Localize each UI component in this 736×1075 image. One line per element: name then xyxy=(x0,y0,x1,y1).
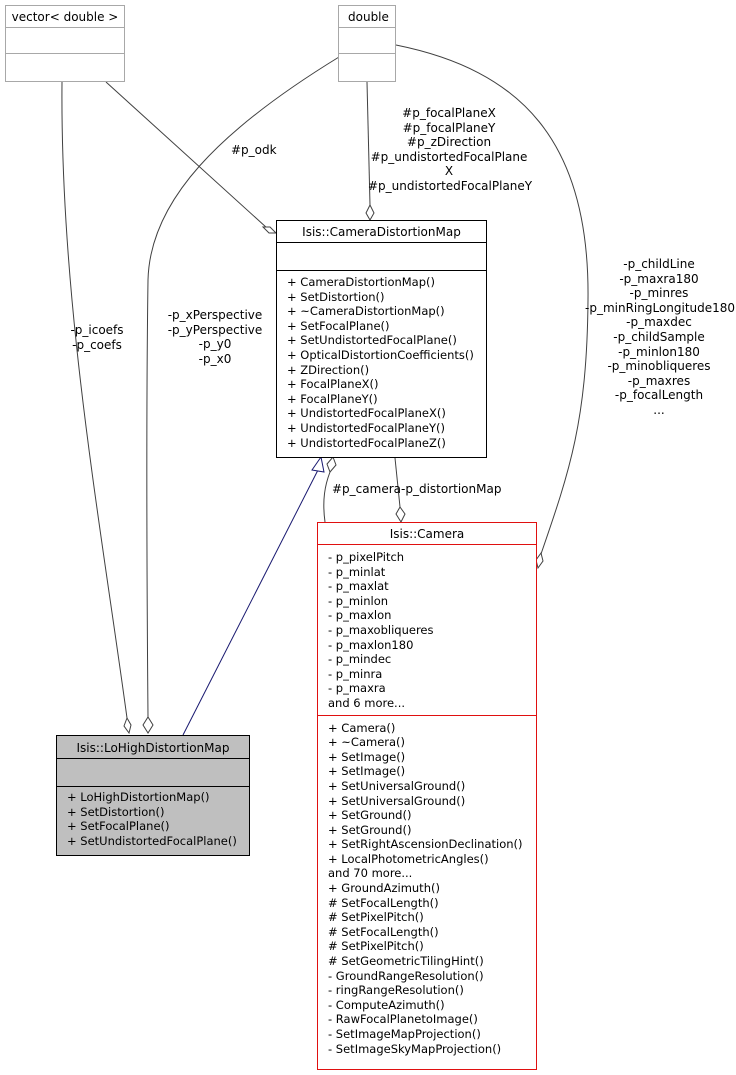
edge-label-line: -p_minres xyxy=(629,286,689,301)
method-row: + SetUniversalGround() xyxy=(328,778,466,793)
diamond-p-distortion-map xyxy=(396,507,405,522)
edge-label-line: -p_minlon180 xyxy=(618,344,700,359)
edge-label-line: ... xyxy=(653,402,665,417)
edge-label-focal-plane xyxy=(368,106,533,194)
inheritance-arrow-icon xyxy=(312,457,324,472)
methods-section xyxy=(339,53,395,79)
attribute-row: and 6 more... xyxy=(328,695,406,710)
diamond-p-camera xyxy=(327,457,336,472)
method-row: + UndistortedFocalPlaneY() xyxy=(287,420,445,435)
methods-section xyxy=(6,53,124,79)
method-row: - SetImageSkyMapProjection() xyxy=(328,1041,502,1056)
class-title: Isis::Camera xyxy=(389,527,465,541)
edge-label-line: -p_focalLength xyxy=(614,388,704,403)
method-row: + SetDistortion() xyxy=(287,289,385,304)
edge-label-line: X xyxy=(444,164,454,179)
attributes-section xyxy=(277,242,486,270)
attribute-row: - p_mindec xyxy=(328,652,392,667)
class-lohigh-distortion-map xyxy=(56,735,250,856)
edge-label-line: -p_childLine xyxy=(623,257,695,271)
class-vector-double xyxy=(5,5,125,82)
diamond-lohigh-perspective xyxy=(143,717,153,733)
class-camera-distortion-map xyxy=(276,220,487,458)
method-row: + LocalPhotometricAngles() xyxy=(328,851,489,866)
edge-label-line: #p_focalPlaneX xyxy=(402,106,496,120)
method-row: + ~CameraDistortionMap() xyxy=(287,304,445,319)
method-row: + CameraDistortionMap() xyxy=(287,275,436,289)
attributes-section xyxy=(318,544,536,715)
class-title: Isis::CameraDistortionMap xyxy=(302,225,461,239)
method-row: + FocalPlaneY() xyxy=(287,391,378,406)
method-row: # SetPixelPitch() xyxy=(328,939,424,954)
attributes-section xyxy=(6,27,124,53)
method-row: + SetUndistortedFocalPlane() xyxy=(287,333,457,348)
method-row: + SetFocalPlane() xyxy=(287,318,390,333)
attribute-row: - p_minlat xyxy=(328,564,386,579)
method-row: # SetPixelPitch() xyxy=(328,910,424,925)
edge-inheritance xyxy=(183,470,318,735)
edge-label-line: -p_maxra180 xyxy=(619,271,699,286)
method-row: + OpticalDistortionCoefficients() xyxy=(287,347,474,362)
attribute-row: - p_maxlon xyxy=(328,608,392,623)
methods-section xyxy=(277,270,486,450)
method-row: + SetRightAscensionDeclination() xyxy=(328,837,523,852)
edge-label-line: -p_minobliqueres xyxy=(607,359,711,374)
method-row: + ~Camera() xyxy=(328,735,406,750)
edge-label-line: -p_x0 xyxy=(198,351,232,366)
class-double xyxy=(338,5,396,82)
class-title: vector< double > xyxy=(11,10,119,24)
edge-label-line: -p_y0 xyxy=(198,337,232,352)
method-row: and 70 more... xyxy=(328,866,413,881)
method-row: + SetUniversalGround() xyxy=(328,793,466,808)
edge-label-camera-members xyxy=(585,257,736,418)
method-row: - ComputeAzimuth() xyxy=(328,997,445,1012)
method-row: + SetUndistortedFocalPlane() xyxy=(67,833,237,848)
edge-label-line: #p_odk xyxy=(231,143,277,157)
class-camera xyxy=(317,522,537,1070)
attribute-row: - p_maxobliqueres xyxy=(328,622,434,637)
method-row: + SetDistortion() xyxy=(67,804,165,819)
diamond-lohigh-coefs xyxy=(124,718,131,733)
attributes-section xyxy=(57,758,249,786)
diamond-camera-members xyxy=(536,553,543,568)
edge-label-p-distortion-map xyxy=(401,482,501,497)
class-title: Isis::LoHighDistortionMap xyxy=(76,741,230,755)
class-title: double xyxy=(348,10,389,24)
method-row: + UndistortedFocalPlaneX() xyxy=(287,406,446,421)
method-row: # SetGeometricTilingHint() xyxy=(328,954,484,969)
attribute-row: - p_minlon xyxy=(328,593,389,608)
edge-label-line: #p_undistortedFocalPlaneY xyxy=(368,178,533,193)
method-row: + SetFocalPlane() xyxy=(67,819,170,834)
attribute-row: - p_pixelPitch xyxy=(328,550,405,564)
edge-label-line: -p_minRingLongitude180 xyxy=(585,300,736,315)
method-row: + SetImage() xyxy=(328,764,406,779)
method-row: + LoHighDistortionMap() xyxy=(67,790,210,804)
methods-section xyxy=(318,715,536,1057)
attribute-row: - p_minra xyxy=(328,666,383,681)
attributes-section xyxy=(339,27,395,53)
method-row: + SetImage() xyxy=(328,749,406,764)
edge-label-line: #p_focalPlaneY xyxy=(402,120,496,135)
edge-label-perspective xyxy=(163,308,267,366)
method-row: + FocalPlaneX() xyxy=(287,377,379,392)
edge-label-p-odk xyxy=(231,143,277,158)
method-row: - SetImageMapProjection() xyxy=(328,1027,481,1041)
method-row: + SetGround() xyxy=(328,822,412,837)
method-row: + SetGround() xyxy=(328,808,412,823)
edge-label-line: -p_coefs xyxy=(72,337,122,352)
edge-label-line: -p_maxres xyxy=(627,373,691,388)
diamond-distortion-map-focal xyxy=(366,205,374,220)
attribute-row: - p_maxlon180 xyxy=(328,637,414,652)
edge-label-line: -p_xPerspective xyxy=(167,308,263,322)
edge-label-coefs xyxy=(68,323,126,352)
edge-label-line: #p_camera xyxy=(332,482,401,496)
method-row: + Camera() xyxy=(328,720,396,735)
edge-label-line: #p_zDirection xyxy=(406,135,492,150)
edge-camera-to-distortion-map xyxy=(324,472,330,522)
method-row: # SetFocalLength() xyxy=(328,924,439,939)
edge-vector-to-lohigh xyxy=(62,82,127,718)
edge-label-line: -p_distortionMap xyxy=(401,482,502,496)
method-row: - RawFocalPlanetoImage() xyxy=(328,1012,478,1027)
edge-label-line: -p_maxdec xyxy=(626,315,692,330)
method-row: # SetFocalLength() xyxy=(328,895,439,910)
edge-label-line: #p_undistortedFocalPlane xyxy=(370,149,528,164)
edge-label-line: -p_childSample xyxy=(613,329,705,344)
method-row: + ZDirection() xyxy=(287,362,370,377)
method-row: + GroundAzimuth() xyxy=(328,881,440,896)
diamond-distortion-map-odk xyxy=(263,227,276,233)
edge-label-line: -p_icoefs xyxy=(70,323,124,337)
edge-label-line: -p_yPerspective xyxy=(167,322,263,337)
method-row: - ringRangeResolution() xyxy=(328,983,464,998)
methods-section xyxy=(57,786,249,848)
method-row: - GroundRangeResolution() xyxy=(328,968,484,983)
attribute-row: - p_maxlat xyxy=(328,579,389,594)
edge-label-p-camera xyxy=(332,482,401,497)
method-row: + UndistortedFocalPlaneZ() xyxy=(287,435,446,450)
attribute-row: - p_maxra xyxy=(328,681,386,696)
